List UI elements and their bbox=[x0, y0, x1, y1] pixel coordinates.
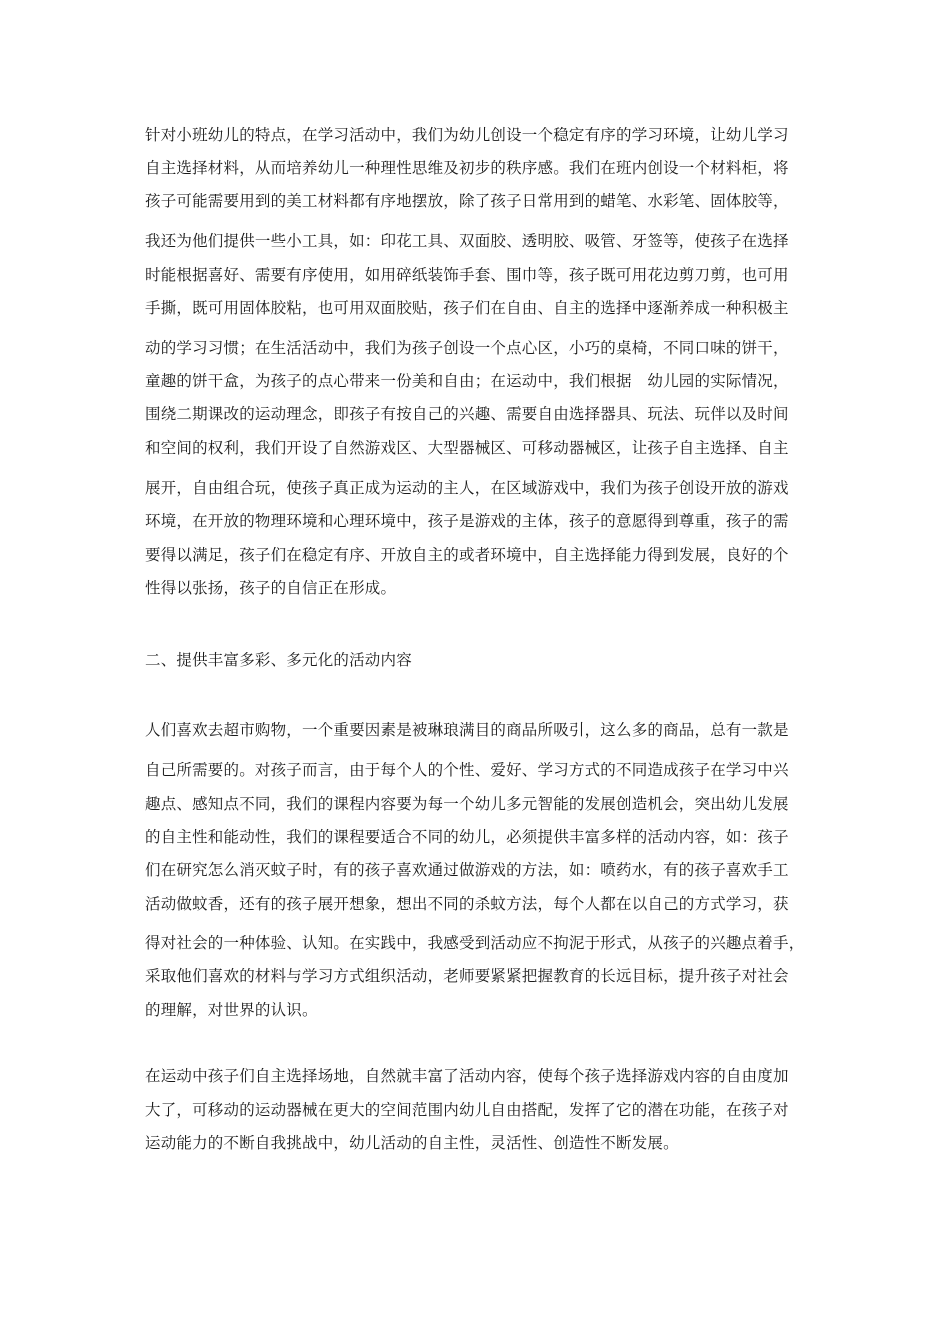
paragraph-line: 孩子可能需要用到的美工材料都有序地摆放，除了孩子日常用到的蜡笔、水彩笔、固体胶等， bbox=[145, 192, 789, 210]
paragraph-line: 时能根据喜好、需要有序使用，如用碎纸装饰手套、围巾等，孩子既可用花边剪刀剪，也可用 bbox=[145, 266, 789, 284]
paragraph-line: 动的学习习惯；在生活活动中，我们为孩子创设一个点心区，小巧的桌椅，不同口味的饼干， bbox=[145, 339, 789, 357]
paragraph-line: 我还为他们提供一些小工具，如：印花工具、双面胶、透明胶、吸管、牙签等，使孩子在选择 bbox=[145, 232, 789, 250]
paragraph-line: 趣点、感知点不同，我们的课程内容要为每一个幼儿多元智能的发展创造机会，突出幼儿发展 bbox=[145, 795, 789, 813]
paragraph-line: 性得以张扬，孩子的自信正在形成。 bbox=[145, 579, 397, 597]
paragraph-line: 展开，自由组合玩，使孩子真正成为运动的主人，在区域游戏中，我们为孩子创设开放的游戏 bbox=[145, 479, 789, 497]
paragraph-line: 童趣的饼干盒，为孩子的点心带来一份美和自由；在运动中，我们根据 幼儿园的实际情况， bbox=[145, 372, 789, 390]
paragraph-line: 环境，在开放的物理环境和心理环境中，孩子是游戏的主体，孩子的意愿得到尊重，孩子的需 bbox=[145, 512, 789, 530]
paragraph-line: 大了，可移动的运动器械在更大的空间范围内幼儿自由搭配，发挥了它的潜在功能，在孩子对 bbox=[145, 1101, 789, 1119]
paragraph-line: 围绕二期课改的运动理念，即孩子有按自己的兴趣、需要自由选择器具、玩法、玩伴以及时间 bbox=[145, 405, 789, 423]
paragraph-line: 要得以满足，孩子们在稳定有序、开放自主的或者环境中，自主选择能力得到发展，良好的个 bbox=[145, 546, 789, 564]
paragraph-line: 自主选择材料，从而培养幼儿一种理性思维及初步的秩序感。我们在班内创设一个材料柜，将 bbox=[145, 159, 789, 177]
paragraph-line: 活动做蚊香，还有的孩子展开想象，想出不同的杀蚊方法，每个人都在以自己的方式学习，获 bbox=[145, 895, 789, 913]
paragraph-line: 们在研究怎么消灭蚊子时，有的孩子喜欢通过做游戏的方法，如：喷药水，有的孩子喜欢手工 bbox=[145, 861, 789, 879]
paragraph-line: 针对小班幼儿的特点，在学习活动中，我们为幼儿创设一个稳定有序的学习环境，让幼儿学习 bbox=[145, 126, 789, 144]
paragraph-line: 运动能力的不断自我挑战中，幼儿活动的自主性，灵活性、创造性不断发展。 bbox=[145, 1134, 679, 1152]
section-heading: 二、提供丰富多彩、多元化的活动内容 bbox=[145, 651, 412, 669]
paragraph-line: 得对社会的一种体验、认知。在实践中，我感受到活动应不拘泥于形式，从孩子的兴趣点着手， bbox=[145, 934, 805, 952]
paragraph-line: 的自主性和能动性，我们的课程要适合不同的幼儿，必须提供丰富多样的活动内容，如：孩子 bbox=[145, 828, 789, 846]
paragraph-line: 自己所需要的。对孩子而言，由于每个人的个性、爱好、学习方式的不同造成孩子在学习中兴 bbox=[145, 761, 789, 779]
paragraph-line: 在运动中孩子们自主选择场地，自然就丰富了活动内容，使每个孩子选择游戏内容的自由度加 bbox=[145, 1067, 789, 1085]
paragraph-line: 的理解，对世界的认识。 bbox=[145, 1001, 318, 1019]
paragraph-line: 和空间的权利，我们开设了自然游戏区、大型器械区、可移动器械区，让孩子自主选择、自主 bbox=[145, 439, 789, 457]
paragraph-line: 手撕，既可用固体胶粘，也可用双面胶贴，孩子们在自由、自主的选择中逐渐养成一种积极主 bbox=[145, 299, 789, 317]
paragraph-line: 采取他们喜欢的材料与学习方式组织活动，老师要紧紧把握教育的长远目标，提升孩子对社会 bbox=[145, 967, 789, 985]
paragraph-line: 人们喜欢去超市购物，一个重要因素是被琳琅满目的商品所吸引，这么多的商品，总有一款是 bbox=[145, 721, 789, 739]
